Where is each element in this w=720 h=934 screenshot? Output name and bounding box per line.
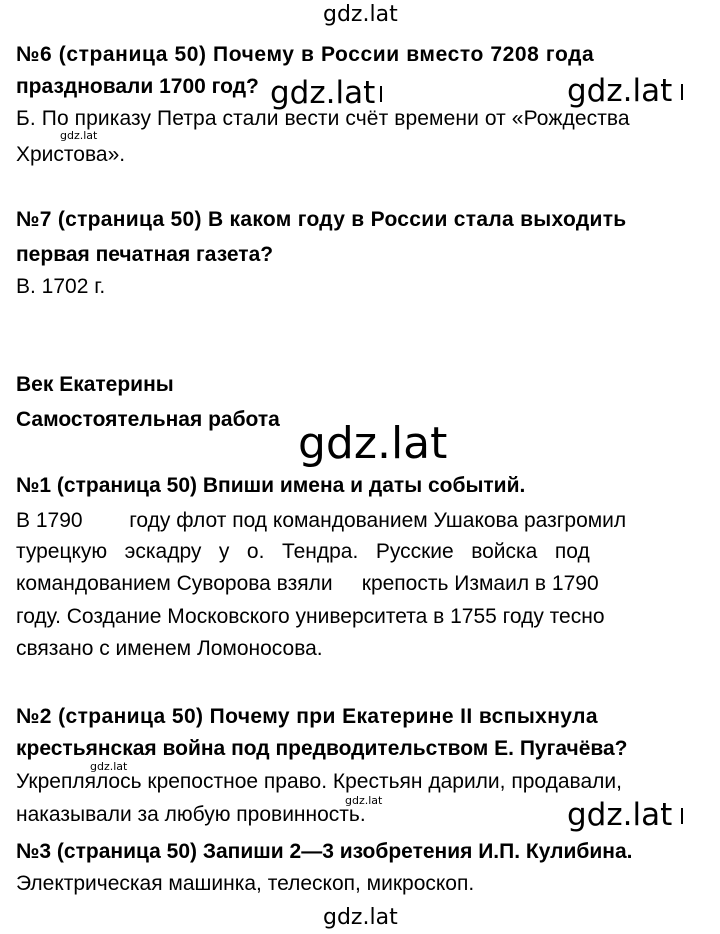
- q6-title-line1: №6 (страница 50) Почему в России вместо 7208 года: [16, 43, 595, 66]
- q7-answer: В. 1702 г.: [16, 275, 106, 298]
- q2-watermark-small-b: gdz.lat: [345, 794, 383, 807]
- q2-watermark-small-a: gdz.lat: [90, 760, 128, 773]
- q6-watermark-mid: gdz.lat: [270, 75, 376, 111]
- q2-answer-line1: Укреплялось крепостное право. Крестьян дарили, продавали,: [16, 770, 622, 793]
- q1-answer-line4: году. Создание Московского университета в 1755 году тесно: [16, 605, 605, 628]
- header-watermark: gdz.lat: [323, 2, 398, 27]
- q6-title-line2: праздновали 1700 год?: [16, 75, 259, 98]
- q1-answer-line2: турецкую эскадру у о. Тендра. Русские войска под: [16, 540, 590, 563]
- q2-answer-line2: наказывали за любую провинность.: [16, 803, 366, 826]
- q1-title: №1 (страница 50) Впиши имена и даты событий.: [16, 474, 526, 497]
- q3-answer: Электрическая машинка, телескоп, микроскоп.: [16, 872, 475, 895]
- q2-title-line1: №2 (страница 50) Почему при Екатерине II вспыхнула: [16, 705, 598, 728]
- section-subtitle: Самостоятельная работа: [16, 408, 280, 431]
- q6-answer-line2: Христова».: [16, 143, 126, 166]
- q1-answer-line3: командованием Суворова взяли крепость Измаил в 1790: [16, 572, 599, 595]
- q6-watermark-right: gdz.lat: [567, 73, 673, 109]
- watermark-mark: [681, 808, 683, 824]
- q1-answer-line5: связано с именем Ломоносова.: [16, 637, 323, 660]
- q1-answer-line1: В 1790 году флот под командованием Ушакова разгромил: [16, 509, 627, 532]
- section-watermark-big: gdz.lat: [298, 418, 448, 469]
- q2-title-line2: крестьянская война под предводительством Е. Пугачёва?: [16, 737, 628, 760]
- section-title: Век Екатерины: [16, 373, 174, 396]
- q7-title-line2: первая печатная газета?: [16, 243, 274, 266]
- q2-watermark-right: gdz.lat: [567, 797, 673, 833]
- watermark-mark: [681, 84, 683, 100]
- footer-watermark: gdz.lat: [323, 905, 398, 930]
- q6-answer-line1: Б. По приказу Петра стали вести счёт времени от «Рождества: [16, 107, 630, 130]
- q7-title-line1: №7 (страница 50) В каком году в России стала выходить: [16, 208, 627, 231]
- watermark-mark: [380, 86, 382, 102]
- q3-title: №3 (страница 50) Запиши 2—3 изобретения И.П. Кулибина.: [16, 840, 633, 863]
- q6-watermark-small: gdz.lat: [60, 129, 98, 142]
